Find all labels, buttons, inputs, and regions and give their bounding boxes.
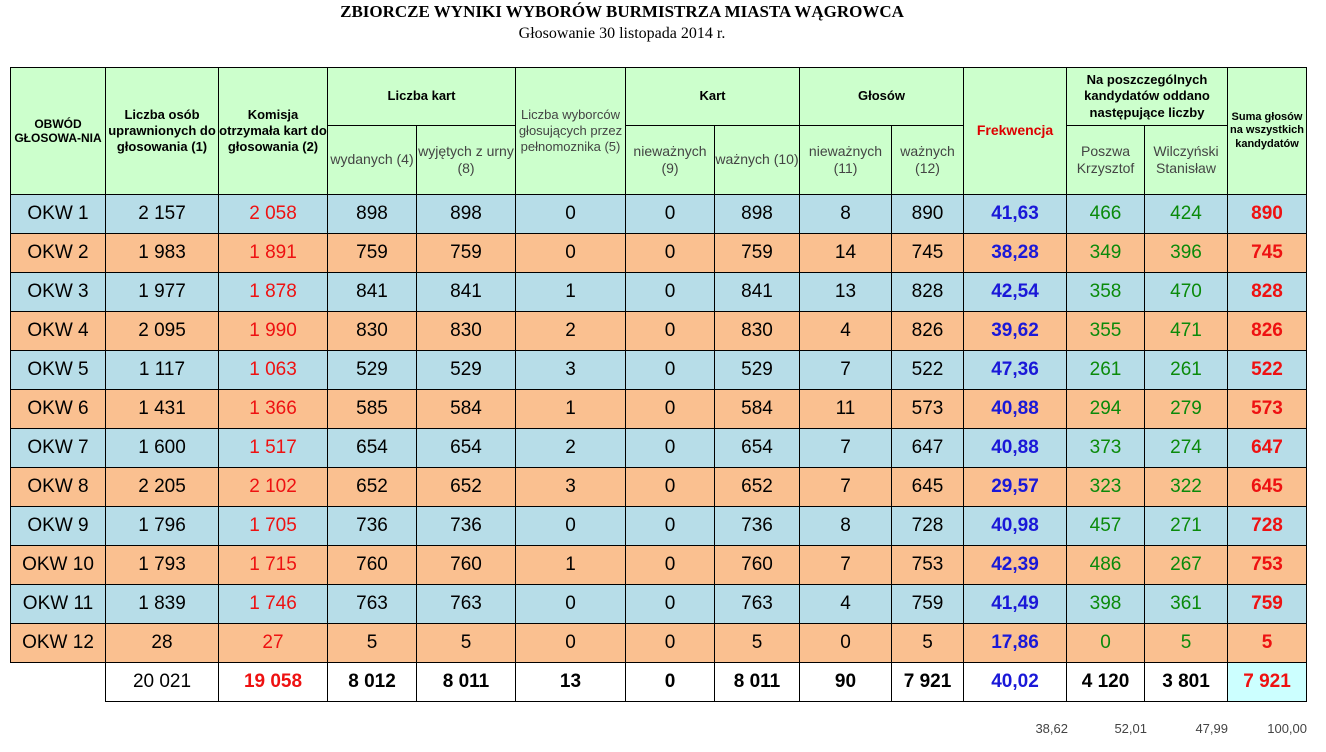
cell-kandydat2: 424	[1145, 195, 1228, 234]
total-glosow-niewaznych: 90	[800, 663, 892, 702]
cell-kandydat1: 486	[1067, 546, 1145, 585]
cell-kandydat2: 274	[1145, 429, 1228, 468]
cell-okw: OKW 1	[11, 195, 106, 234]
header-frekwencja: Frekwencja	[964, 68, 1067, 195]
cell-wyjetych: 830	[417, 312, 516, 351]
cell-g-niewaznych: 7	[800, 546, 892, 585]
cell-uprawnionych: 2 157	[106, 195, 219, 234]
cell-k-waznych: 584	[715, 390, 800, 429]
percent-suma: 100,00	[1267, 721, 1307, 736]
cell-wydanych: 5	[328, 624, 417, 663]
cell-g-waznych: 522	[892, 351, 964, 390]
header-glosow-waznych: ważnych (12)	[892, 126, 964, 195]
totals-blank	[11, 663, 106, 702]
results-table	[10, 67, 1307, 702]
cell-wyjetych: 529	[417, 351, 516, 390]
cell-kandydat1: 457	[1067, 507, 1145, 546]
cell-kandydat2: 261	[1145, 351, 1228, 390]
cell-pelnomocnik: 3	[516, 468, 626, 507]
cell-g-niewaznych: 4	[800, 585, 892, 624]
cell-g-waznych: 890	[892, 195, 964, 234]
cell-g-niewaznych: 14	[800, 234, 892, 273]
cell-k-niewaznych: 0	[626, 624, 715, 663]
cell-suma: 826	[1228, 312, 1307, 351]
table-row	[11, 468, 1307, 507]
total-uprawnionych: 20 021	[106, 663, 219, 702]
cell-k-niewaznych: 0	[626, 429, 715, 468]
table-row	[11, 195, 1307, 234]
cell-frekwencja: 41,49	[964, 585, 1067, 624]
cell-suma: 728	[1228, 507, 1307, 546]
cell-g-waznych: 753	[892, 546, 964, 585]
cell-komisja: 1 878	[219, 273, 328, 312]
header-komisja: Komisja otrzymała kart do głosowania (2)	[219, 68, 328, 195]
cell-wydanych: 898	[328, 195, 417, 234]
cell-wydanych: 763	[328, 585, 417, 624]
cell-kandydat1: 466	[1067, 195, 1145, 234]
cell-wyjetych: 736	[417, 507, 516, 546]
table-row	[11, 507, 1307, 546]
total-frekwencja: 40,02	[964, 663, 1067, 702]
cell-g-waznych: 826	[892, 312, 964, 351]
cell-okw: OKW 8	[11, 468, 106, 507]
table-row	[11, 273, 1307, 312]
cell-wyjetych: 763	[417, 585, 516, 624]
cell-uprawnionych: 1 117	[106, 351, 219, 390]
table-row	[11, 234, 1307, 273]
cell-kandydat1: 349	[1067, 234, 1145, 273]
cell-pelnomocnik: 1	[516, 273, 626, 312]
cell-k-waznych: 841	[715, 273, 800, 312]
header-kart: Kart	[626, 68, 800, 126]
cell-g-niewaznych: 7	[800, 351, 892, 390]
cell-wydanych: 654	[328, 429, 417, 468]
cell-frekwencja: 40,98	[964, 507, 1067, 546]
cell-komisja: 1 990	[219, 312, 328, 351]
cell-kandydat1: 294	[1067, 390, 1145, 429]
cell-wyjetych: 652	[417, 468, 516, 507]
cell-frekwencja: 29,57	[964, 468, 1067, 507]
cell-okw: OKW 6	[11, 390, 106, 429]
cell-k-niewaznych: 0	[626, 273, 715, 312]
header-obwod: OBWÓD GŁOSOWA-NIA	[11, 68, 106, 195]
total-kandydat-2: 3 801	[1145, 663, 1228, 702]
cell-wyjetych: 759	[417, 234, 516, 273]
cell-g-niewaznych: 8	[800, 195, 892, 234]
cell-wydanych: 736	[328, 507, 417, 546]
cell-pelnomocnik: 0	[516, 624, 626, 663]
cell-suma: 5	[1228, 624, 1307, 663]
cell-wydanych: 760	[328, 546, 417, 585]
cell-uprawnionych: 2 095	[106, 312, 219, 351]
cell-suma: 645	[1228, 468, 1307, 507]
total-wydanych: 8 012	[328, 663, 417, 702]
cell-komisja: 1 891	[219, 234, 328, 273]
cell-suma: 759	[1228, 585, 1307, 624]
cell-g-niewaznych: 13	[800, 273, 892, 312]
cell-komisja: 1 366	[219, 390, 328, 429]
cell-frekwencja: 42,54	[964, 273, 1067, 312]
cell-kandydat2: 471	[1145, 312, 1228, 351]
cell-kandydat2: 396	[1145, 234, 1228, 273]
cell-k-niewaznych: 0	[626, 351, 715, 390]
cell-suma: 890	[1228, 195, 1307, 234]
table-row	[11, 585, 1307, 624]
cell-frekwencja: 39,62	[964, 312, 1067, 351]
table-row	[11, 390, 1307, 429]
cell-kandydat2: 271	[1145, 507, 1228, 546]
header-wyjetych: wyjętych z urny (8)	[417, 126, 516, 195]
cell-kandydat2: 5	[1145, 624, 1228, 663]
cell-k-waznych: 529	[715, 351, 800, 390]
header-uprawnionych: Liczba osób uprawnionych do głosowania (1)	[106, 68, 219, 195]
cell-kandydat2: 279	[1145, 390, 1228, 429]
cell-pelnomocnik: 0	[516, 507, 626, 546]
cell-uprawnionych: 2 205	[106, 468, 219, 507]
cell-okw: OKW 12	[11, 624, 106, 663]
cell-g-niewaznych: 4	[800, 312, 892, 351]
header-glosow: Głosów	[800, 68, 964, 126]
cell-k-niewaznych: 0	[626, 546, 715, 585]
cell-wydanych: 652	[328, 468, 417, 507]
table-row	[11, 351, 1307, 390]
cell-wydanych: 529	[328, 351, 417, 390]
header-wydanych: wydanych (4)	[328, 126, 417, 195]
cell-g-waznych: 759	[892, 585, 964, 624]
cell-okw: OKW 4	[11, 312, 106, 351]
cell-g-niewaznych: 0	[800, 624, 892, 663]
cell-pelnomocnik: 2	[516, 429, 626, 468]
cell-g-niewaznych: 7	[800, 429, 892, 468]
cell-komisja: 2 102	[219, 468, 328, 507]
table-row	[11, 546, 1307, 585]
header-kandydaci: Na poszczególnych kandydatów oddano następujące liczby	[1067, 68, 1228, 126]
cell-kandydat1: 323	[1067, 468, 1145, 507]
cell-pelnomocnik: 1	[516, 390, 626, 429]
cell-wyjetych: 5	[417, 624, 516, 663]
cell-wyjetych: 654	[417, 429, 516, 468]
cell-k-waznych: 898	[715, 195, 800, 234]
cell-k-waznych: 830	[715, 312, 800, 351]
cell-komisja: 1 063	[219, 351, 328, 390]
header-suma: Suma głosów na wszystkich kandydatów	[1228, 68, 1307, 195]
header-kart-niewaznych: nieważnych (9)	[626, 126, 715, 195]
table-row	[11, 429, 1307, 468]
cell-k-niewaznych: 0	[626, 312, 715, 351]
cell-komisja: 27	[219, 624, 328, 663]
header-row-1	[11, 68, 1307, 126]
cell-suma: 522	[1228, 351, 1307, 390]
cell-komisja: 2 058	[219, 195, 328, 234]
cell-k-niewaznych: 0	[626, 585, 715, 624]
cell-g-waznych: 573	[892, 390, 964, 429]
page-title: ZBIORCZE WYNIKI WYBORÓW BURMISTRZA MIASTA WĄGROWCA	[340, 2, 904, 21]
header-kandydat-1: Poszwa Krzysztof	[1067, 126, 1145, 195]
cell-g-waznych: 745	[892, 234, 964, 273]
percent-kandydat-1: 52,01	[1114, 721, 1147, 736]
cell-kandydat1: 398	[1067, 585, 1145, 624]
cell-uprawnionych: 1 796	[106, 507, 219, 546]
cell-k-waznych: 5	[715, 624, 800, 663]
cell-kandydat1: 358	[1067, 273, 1145, 312]
cell-uprawnionych: 1 600	[106, 429, 219, 468]
total-kart-waznych: 8 011	[715, 663, 800, 702]
cell-okw: OKW 2	[11, 234, 106, 273]
percent-frekwencja: 38,62	[1035, 721, 1068, 736]
cell-wyjetych: 898	[417, 195, 516, 234]
cell-kandydat1: 261	[1067, 351, 1145, 390]
cell-k-waznych: 736	[715, 507, 800, 546]
cell-frekwencja: 40,88	[964, 390, 1067, 429]
total-wyjetych: 8 011	[417, 663, 516, 702]
cell-k-niewaznych: 0	[626, 195, 715, 234]
cell-suma: 647	[1228, 429, 1307, 468]
cell-kandydat1: 355	[1067, 312, 1145, 351]
cell-pelnomocnik: 0	[516, 234, 626, 273]
cell-komisja: 1 517	[219, 429, 328, 468]
cell-frekwencja: 40,88	[964, 429, 1067, 468]
cell-wyjetych: 841	[417, 273, 516, 312]
cell-wydanych: 585	[328, 390, 417, 429]
cell-k-waznych: 763	[715, 585, 800, 624]
cell-suma: 753	[1228, 546, 1307, 585]
cell-k-waznych: 652	[715, 468, 800, 507]
cell-kandydat1: 373	[1067, 429, 1145, 468]
cell-komisja: 1 715	[219, 546, 328, 585]
header-liczba-kart: Liczba kart	[328, 68, 516, 126]
total-komisja: 19 058	[219, 663, 328, 702]
cell-k-niewaznych: 0	[626, 390, 715, 429]
percent-kandydat-2: 47,99	[1195, 721, 1228, 736]
cell-suma: 573	[1228, 390, 1307, 429]
cell-kandydat2: 470	[1145, 273, 1228, 312]
cell-k-waznych: 759	[715, 234, 800, 273]
cell-kandydat1: 0	[1067, 624, 1145, 663]
cell-suma: 828	[1228, 273, 1307, 312]
cell-wydanych: 841	[328, 273, 417, 312]
header-kandydat-2: Wilczyński Stanisław	[1145, 126, 1228, 195]
cell-uprawnionych: 1 793	[106, 546, 219, 585]
cell-g-waznych: 647	[892, 429, 964, 468]
total-glosow-waznych: 7 921	[892, 663, 964, 702]
cell-k-niewaznych: 0	[626, 234, 715, 273]
total-suma: 7 921	[1228, 663, 1307, 702]
cell-okw: OKW 7	[11, 429, 106, 468]
cell-frekwencja: 38,28	[964, 234, 1067, 273]
cell-g-waznych: 728	[892, 507, 964, 546]
cell-pelnomocnik: 0	[516, 585, 626, 624]
page-subtitle: Głosowanie 30 listopada 2014 r.	[518, 25, 726, 42]
cell-frekwencja: 42,39	[964, 546, 1067, 585]
cell-okw: OKW 10	[11, 546, 106, 585]
cell-frekwencja: 17,86	[964, 624, 1067, 663]
cell-wydanych: 759	[328, 234, 417, 273]
header-pelnomocnik: Liczba wyborców głosujących przez pełnomoznika (5)	[516, 68, 626, 195]
cell-pelnomocnik: 3	[516, 351, 626, 390]
cell-okw: OKW 3	[11, 273, 106, 312]
cell-okw: OKW 11	[11, 585, 106, 624]
cell-g-niewaznych: 11	[800, 390, 892, 429]
cell-uprawnionych: 1 983	[106, 234, 219, 273]
cell-wydanych: 830	[328, 312, 417, 351]
cell-frekwencja: 41,63	[964, 195, 1067, 234]
cell-okw: OKW 9	[11, 507, 106, 546]
header-kart-waznych: ważnych (10)	[715, 126, 800, 195]
cell-kandydat2: 267	[1145, 546, 1228, 585]
cell-suma: 745	[1228, 234, 1307, 273]
cell-frekwencja: 47,36	[964, 351, 1067, 390]
cell-komisja: 1 705	[219, 507, 328, 546]
cell-uprawnionych: 1 431	[106, 390, 219, 429]
cell-k-niewaznych: 0	[626, 507, 715, 546]
cell-k-waznych: 760	[715, 546, 800, 585]
total-kandydat-1: 4 120	[1067, 663, 1145, 702]
total-kart-niewaznych: 0	[626, 663, 715, 702]
table-row	[11, 312, 1307, 351]
cell-uprawnionych: 1 977	[106, 273, 219, 312]
cell-g-waznych: 5	[892, 624, 964, 663]
cell-g-waznych: 645	[892, 468, 964, 507]
cell-kandydat2: 361	[1145, 585, 1228, 624]
cell-g-niewaznych: 7	[800, 468, 892, 507]
cell-uprawnionych: 1 839	[106, 585, 219, 624]
cell-g-niewaznych: 8	[800, 507, 892, 546]
cell-uprawnionych: 28	[106, 624, 219, 663]
header-glosow-niewaznych: nieważnych (11)	[800, 126, 892, 195]
cell-okw: OKW 5	[11, 351, 106, 390]
cell-pelnomocnik: 0	[516, 195, 626, 234]
data-rows	[11, 195, 1307, 663]
cell-kandydat2: 322	[1145, 468, 1228, 507]
cell-komisja: 1 746	[219, 585, 328, 624]
total-pelnomocnik: 13	[516, 663, 626, 702]
cell-pelnomocnik: 2	[516, 312, 626, 351]
cell-g-waznych: 828	[892, 273, 964, 312]
cell-k-waznych: 654	[715, 429, 800, 468]
cell-wyjetych: 584	[417, 390, 516, 429]
totals-row	[11, 663, 1307, 702]
cell-wyjetych: 760	[417, 546, 516, 585]
cell-pelnomocnik: 1	[516, 546, 626, 585]
table-row	[11, 624, 1307, 663]
cell-k-niewaznych: 0	[626, 468, 715, 507]
